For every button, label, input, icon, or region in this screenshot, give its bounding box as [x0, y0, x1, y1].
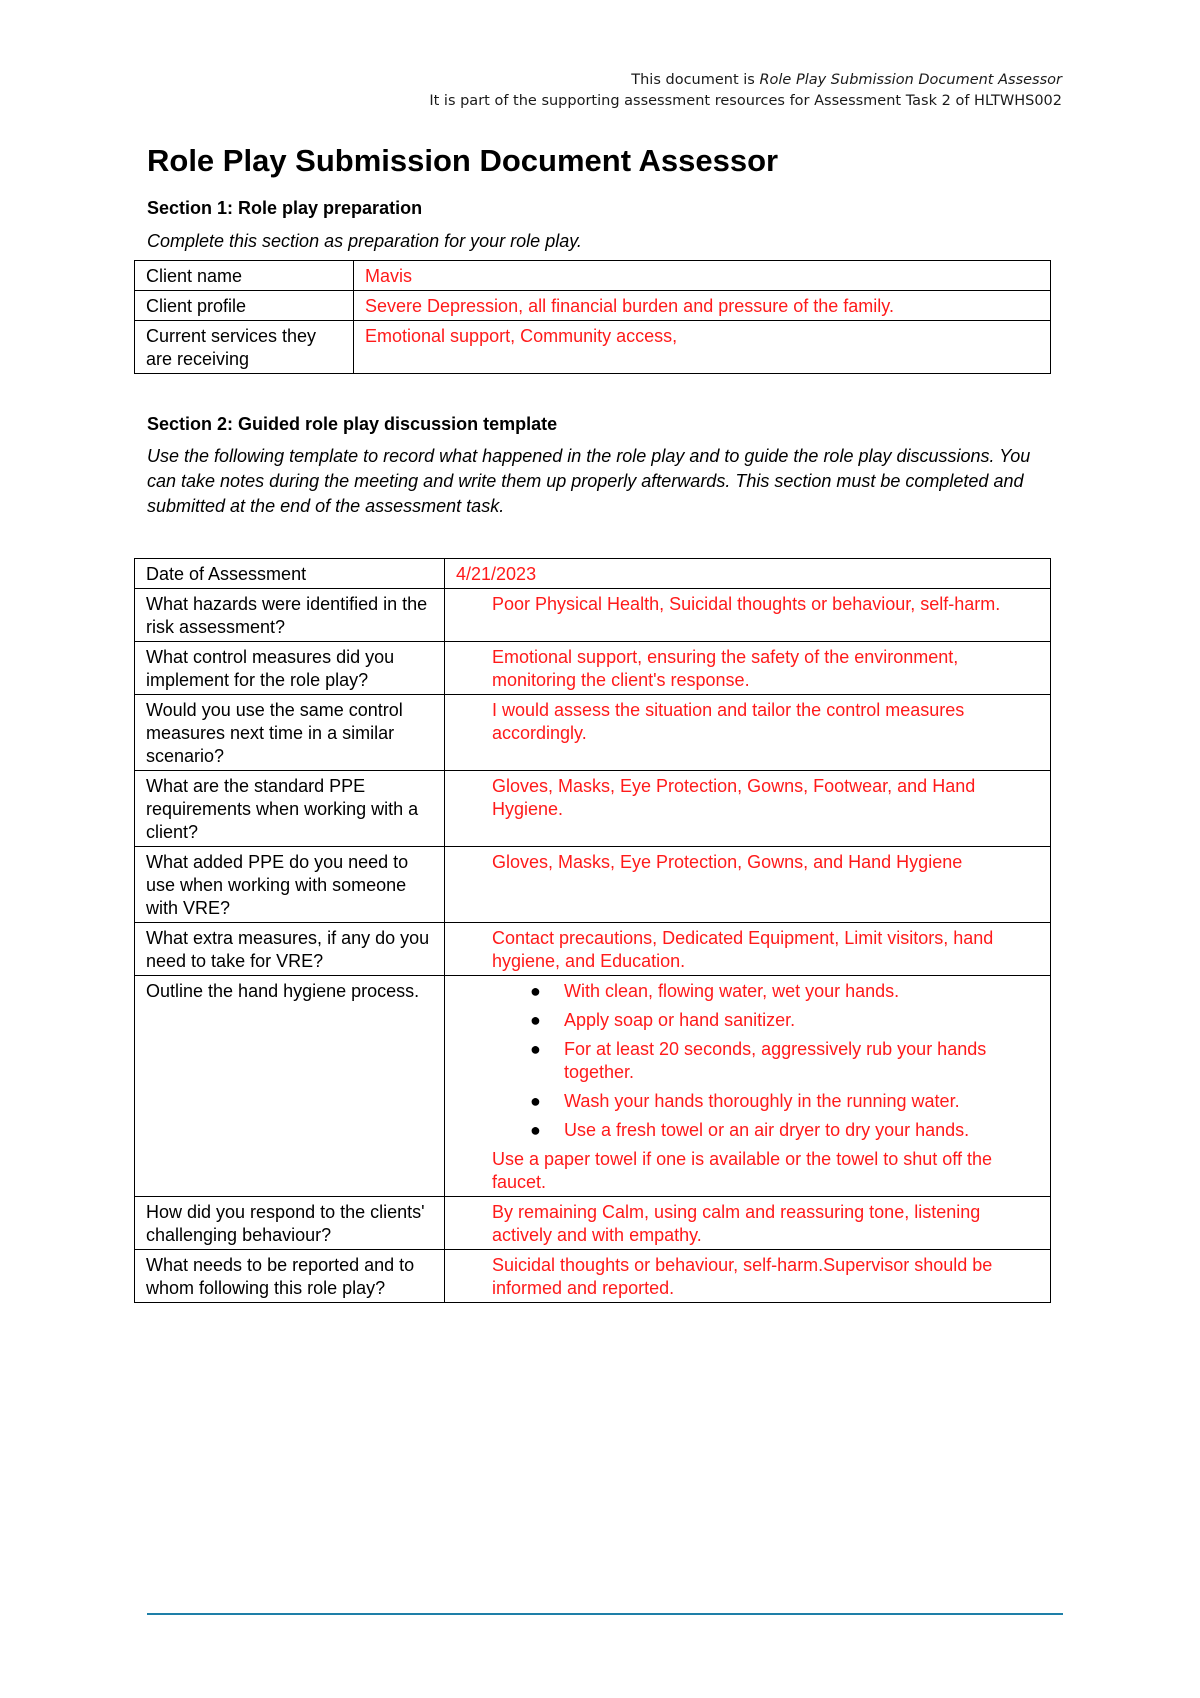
question: What control measures did you implement for the role play?: [135, 642, 445, 695]
row-value: Severe Depression, all financial burden and pressure of the family.: [354, 291, 1051, 321]
list-item: ● Use a fresh towel or an air dryer to dry your hands.: [530, 1120, 970, 1140]
answer: Gloves, Masks, Eye Protection, Gowns, and Hand Hygiene: [445, 847, 1051, 923]
table-row: [135, 923, 1051, 976]
bullet-icon: ●: [530, 1091, 541, 1111]
table-row: [135, 1250, 1051, 1303]
list-item: ● Apply soap or hand sanitizer.: [530, 1010, 796, 1030]
section2-heading: Section 2: Guided role play discussion template: [147, 414, 558, 434]
row-label: Client profile: [135, 291, 354, 321]
answer: Poor Physical Health, Suicidal thoughts or behaviour, self-harm.: [445, 589, 1051, 642]
hand-hygiene-steps: [492, 980, 1039, 1142]
header-doc-name: Role Play Submission Document Assessor: [759, 72, 1062, 88]
table-row: [135, 695, 1051, 771]
list-item: ● For at least 20 seconds, aggressively rub your hands together.: [530, 1039, 987, 1082]
question: Would you use the same control measures next time in a similar scenario?: [135, 695, 445, 771]
row-value: Mavis: [354, 261, 1051, 291]
section2-intro: Use the following template to record what happened in the role play and to guide the role play discussions. You can take notes during the meeting and write them up properly afterwards. This section must be completed and submitted at the end of the assessment task.: [147, 446, 1031, 516]
answer: By remaining Calm, using calm and reassuring tone, listening actively and with empathy.: [445, 1197, 1051, 1250]
question: What needs to be reported and to whom following this role play?: [135, 1250, 445, 1303]
document-header: [429, 70, 1062, 112]
bullet-icon: ●: [530, 1010, 541, 1030]
hand-hygiene-answer: [445, 976, 1051, 1197]
table-row: [135, 589, 1051, 642]
question: What added PPE do you need to use when working with someone with VRE?: [135, 847, 445, 923]
table-row: [135, 847, 1051, 923]
discussion-table: [134, 558, 1051, 1303]
row-value: Emotional support, Community access,: [354, 321, 1051, 374]
table-row: [135, 261, 1051, 291]
row-label: Client name: [135, 261, 354, 291]
list-item: ● With clean, flowing water, wet your hands.: [530, 981, 900, 1001]
footer-divider: [147, 1613, 1063, 1615]
preparation-table: [134, 260, 1051, 374]
date-label: Date of Assessment: [135, 559, 445, 589]
table-row: [135, 321, 1051, 374]
table-row: [135, 976, 1051, 1197]
answer: Emotional support, ensuring the safety of the environment, monitoring the client's response.: [445, 642, 1051, 695]
section1-intro: Complete this section as preparation for your role play.: [147, 231, 582, 251]
date-value: 4/21/2023: [445, 559, 1051, 589]
hand-hygiene-tail: Use a paper towel if one is available or the towel to shut off the faucet.: [492, 1149, 992, 1192]
table-row: [135, 1197, 1051, 1250]
question: What are the standard PPE requirements when working with a client?: [135, 771, 445, 847]
table-row: [135, 291, 1051, 321]
question: How did you respond to the clients' challenging behaviour?: [135, 1197, 445, 1250]
header-line-2: It is part of the supporting assessment resources for Assessment Task 2 of HLTWHS002: [429, 93, 1062, 109]
list-item: ● Wash your hands thoroughly in the running water.: [530, 1091, 960, 1111]
bullet-icon: ●: [530, 981, 541, 1001]
question: What extra measures, if any do you need to take for VRE?: [135, 923, 445, 976]
page-title: Role Play Submission Document Assessor: [147, 143, 779, 178]
table-row: [135, 559, 1051, 589]
question: What hazards were identified in the risk assessment?: [135, 589, 445, 642]
bullet-icon: ●: [530, 1039, 541, 1059]
table-row: [135, 642, 1051, 695]
table-row: [135, 771, 1051, 847]
row-label: Current services they are receiving: [135, 321, 354, 374]
answer: I would assess the situation and tailor the control measures accordingly.: [445, 695, 1051, 771]
question: Outline the hand hygiene process.: [135, 976, 445, 1197]
answer: Suicidal thoughts or behaviour, self-harm.Supervisor should be informed and reported.: [445, 1250, 1051, 1303]
section1-heading: Section 1: Role play preparation: [147, 198, 423, 218]
header-line-1: This document is Role Play Submission Document Assessor: [631, 72, 1062, 88]
answer: Gloves, Masks, Eye Protection, Gowns, Footwear, and Hand Hygiene.: [445, 771, 1051, 847]
answer: Contact precautions, Dedicated Equipment, Limit visitors, hand hygiene, and Education.: [445, 923, 1051, 976]
bullet-icon: ●: [530, 1120, 541, 1140]
